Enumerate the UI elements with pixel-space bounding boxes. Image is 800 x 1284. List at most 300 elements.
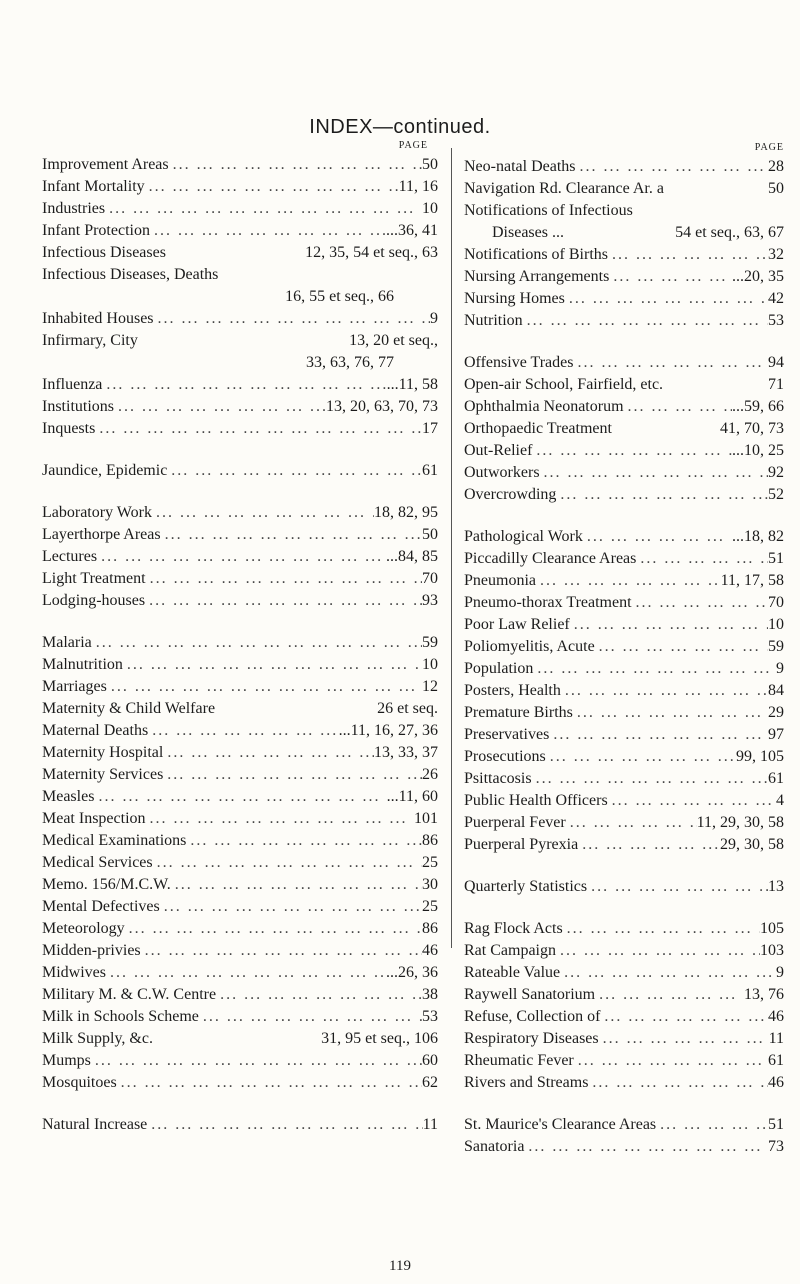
index-page-refs: 9	[776, 660, 784, 677]
index-page-refs: 25	[422, 854, 438, 871]
index-entry	[42, 830, 438, 852]
index-term: Meat Inspection	[42, 810, 146, 827]
index-page-refs: 11, 17, 58	[720, 572, 784, 589]
index-term: Rag Flock Acts	[464, 920, 563, 937]
index-entry	[464, 440, 784, 462]
index-term: Piccadilly Clearance Areas	[464, 550, 637, 567]
index-entry	[464, 352, 784, 374]
page-column-label: PAGE	[398, 140, 428, 151]
index-entry	[42, 654, 438, 676]
leader-dots	[146, 808, 414, 830]
index-page-refs: ...11, 58	[386, 376, 438, 393]
index-term: Layerthorpe Areas	[42, 526, 161, 543]
index-page-refs: 42	[768, 290, 784, 307]
page-number: 119	[389, 1258, 411, 1274]
index-entry	[464, 834, 784, 856]
index-term: Midden-privies	[42, 942, 141, 959]
leader-dots	[556, 940, 760, 962]
index-term: Poor Law Relief	[464, 616, 570, 633]
index-page-refs: 9	[776, 964, 784, 981]
index-term: Pneumo-thorax Treatment	[464, 594, 632, 611]
index-entry	[42, 242, 438, 264]
index-entry	[464, 592, 784, 614]
leader-dots	[632, 592, 768, 614]
index-entry	[464, 724, 784, 746]
index-term: Influenza	[42, 376, 103, 393]
index-term: Psittacosis	[464, 770, 532, 787]
index-page-refs: ...11, 60	[386, 788, 438, 805]
index-term: Milk in Schools Scheme	[42, 1008, 199, 1025]
index-page-refs: 33, 63, 76, 77	[306, 354, 394, 371]
index-page-refs: 12, 35, 54 et seq., 63	[305, 244, 438, 261]
leader-dots	[114, 396, 326, 418]
index-entry	[42, 698, 438, 720]
leader-dots	[161, 524, 422, 546]
leader-dots	[147, 1114, 422, 1136]
leader-dots	[171, 874, 422, 896]
index-entry	[42, 396, 438, 418]
index-term: Jaundice, Epidemic	[42, 462, 168, 479]
leader-dots	[546, 746, 736, 768]
index-page-refs: 11	[422, 1116, 438, 1133]
index-page-refs: 32	[768, 246, 784, 263]
index-entry	[42, 1114, 438, 1136]
index-entry	[464, 768, 784, 790]
index-entry	[464, 484, 784, 506]
index-term: Respiratory Diseases	[464, 1030, 599, 1047]
index-page-refs: 94	[768, 354, 784, 371]
index-page-refs: ...84, 85	[386, 548, 438, 565]
index-entry	[464, 790, 784, 812]
index-entry	[42, 374, 438, 396]
index-page-refs: 60	[422, 1052, 438, 1069]
leader-dots	[97, 546, 386, 568]
index-entry	[464, 984, 784, 1006]
index-page-refs: 41, 70, 73	[720, 420, 784, 437]
leader-dots	[578, 834, 720, 856]
index-page-refs: 61	[768, 1052, 784, 1069]
index-term: Rat Campaign	[464, 942, 556, 959]
index-entry	[42, 590, 438, 612]
index-entry	[42, 1028, 438, 1050]
index-page-refs: ...20, 35	[732, 268, 784, 285]
leader-dots	[595, 984, 744, 1006]
index-term: Inquests	[42, 420, 96, 437]
index-entry	[42, 502, 438, 524]
index-term: Ophthalmia Neonatorum	[464, 398, 624, 415]
index-entry	[464, 918, 784, 940]
index-entry	[42, 568, 438, 590]
index-term: Orthopaedic Treatment	[464, 420, 612, 437]
index-term: Laboratory Work	[42, 504, 152, 521]
section-gap	[464, 332, 784, 352]
index-term: Maternal Deaths	[42, 722, 149, 739]
index-page-refs: 62	[422, 1074, 438, 1091]
index-term: Overcrowding	[464, 486, 557, 503]
index-page-refs: 13	[768, 878, 784, 895]
leader-dots	[570, 614, 768, 636]
index-entry	[464, 1050, 784, 1072]
leader-dots	[636, 548, 768, 570]
index-entry	[42, 676, 438, 698]
index-term: Offensive Trades	[464, 354, 574, 371]
leader-dots	[169, 154, 422, 176]
leader-dots	[148, 720, 338, 742]
leader-dots	[117, 1072, 422, 1094]
index-entry	[464, 374, 784, 396]
index-entry	[42, 176, 438, 198]
index-page-refs: 97	[768, 726, 784, 743]
index-page-refs: ...11, 16, 27, 36	[338, 722, 438, 739]
index-page-refs: 10	[768, 616, 784, 633]
leader-dots	[576, 156, 768, 178]
index-term: Military M. & C.W. Centre	[42, 986, 217, 1003]
index-term: Inhabited Houses	[42, 310, 154, 327]
section-gap	[464, 1094, 784, 1114]
leader-dots	[152, 502, 374, 524]
index-term: Milk Supply, &c.	[42, 1030, 153, 1047]
index-entry	[42, 786, 438, 808]
index-page-refs: 70	[768, 594, 784, 611]
index-page-refs: 71	[768, 376, 784, 393]
leader-dots	[199, 1006, 422, 1028]
leader-dots	[94, 786, 386, 808]
index-page-refs: 84	[768, 682, 784, 699]
index-page-refs: 50	[422, 526, 438, 543]
index-page-refs: 86	[422, 832, 438, 849]
index-term: Outworkers	[464, 464, 540, 481]
index-entry	[42, 918, 438, 940]
index-page-refs: 50	[768, 180, 784, 197]
index-entry	[464, 266, 784, 288]
index-term: Puerperal Fever	[464, 814, 566, 831]
index-entry	[42, 808, 438, 830]
leader-dots	[141, 940, 422, 962]
leader-dots	[106, 962, 386, 984]
index-page-refs: 17	[422, 420, 438, 437]
index-entry	[464, 614, 784, 636]
index-page-refs: 59	[422, 634, 438, 651]
index-term: Premature Births	[464, 704, 573, 721]
index-page-refs: 12	[422, 678, 438, 695]
index-page-refs: 51	[768, 1116, 784, 1133]
index-entry	[464, 812, 784, 834]
index-term: Improvement Areas	[42, 156, 169, 173]
index-entry	[464, 570, 784, 592]
leader-dots	[107, 676, 422, 698]
index-term: Meteorology	[42, 920, 125, 937]
index-page-refs: ...10, 25	[732, 442, 784, 459]
index-term: Mental Defectives	[42, 898, 160, 915]
index-page-refs: 18, 82, 95	[374, 504, 438, 521]
leader-dots	[549, 724, 768, 746]
index-page-refs: 105	[760, 920, 784, 937]
index-entry	[464, 178, 784, 200]
leader-dots	[125, 918, 422, 940]
index-entry-continuation	[42, 352, 438, 374]
index-entry	[464, 962, 784, 984]
index-entry	[464, 418, 784, 440]
index-entry	[42, 720, 438, 742]
index-term: Population	[464, 660, 534, 677]
index-entry	[464, 1072, 784, 1094]
leader-dots	[524, 1136, 768, 1158]
index-entry	[464, 222, 784, 244]
index-entry	[42, 524, 438, 546]
index-page-refs: 10	[422, 200, 438, 217]
index-page-refs: ...36, 41	[386, 222, 438, 239]
index-term: Nutrition	[464, 312, 523, 329]
leader-dots	[123, 654, 422, 676]
index-term: Notifications of Infectious	[464, 202, 633, 219]
index-term: Nursing Homes	[464, 290, 565, 307]
section-gap	[464, 898, 784, 918]
leader-dots	[556, 484, 768, 506]
index-page-refs: 28	[768, 158, 784, 175]
index-entries-left	[42, 154, 438, 1136]
index-page-refs: 73	[768, 1138, 784, 1155]
index-entry	[464, 526, 784, 548]
index-entry	[42, 1006, 438, 1028]
index-page-refs: 51	[768, 550, 784, 567]
index-page-refs: 29, 30, 58	[720, 836, 784, 853]
leader-dots	[186, 830, 422, 852]
index-term: Marriages	[42, 678, 107, 695]
index-term: Rateable Value	[464, 964, 561, 981]
index-term: Memo. 156/M.C.W.	[42, 876, 171, 893]
index-entry	[42, 874, 438, 896]
index-page-refs: 4	[776, 792, 784, 809]
leader-dots	[216, 984, 422, 1006]
section-gap	[42, 440, 438, 460]
index-term: Rivers and Streams	[464, 1074, 589, 1091]
index-term: Refuse, Collection of	[464, 1008, 601, 1025]
index-page-refs: 11, 29, 30, 58	[696, 814, 784, 831]
leader-dots	[523, 310, 768, 332]
index-entry	[464, 288, 784, 310]
leader-dots	[153, 852, 422, 874]
index-page-refs: ...18, 82	[732, 528, 784, 545]
index-term: Pneumonia	[464, 572, 536, 589]
index-entries-right	[464, 156, 784, 1158]
section-gap	[464, 856, 784, 876]
index-entry	[464, 680, 784, 702]
index-entry	[42, 418, 438, 440]
leader-dots	[163, 742, 374, 764]
index-entry	[42, 940, 438, 962]
index-entry	[464, 746, 784, 768]
index-entry	[464, 658, 784, 680]
index-term: Posters, Health	[464, 682, 561, 699]
index-page-refs: 16, 55 et seq., 66	[285, 288, 394, 305]
index-entry	[42, 1072, 438, 1094]
index-entry	[464, 396, 784, 418]
index-entry	[464, 200, 784, 222]
index-term: Midwives	[42, 964, 106, 981]
index-term: Raywell Sanatorium	[464, 986, 596, 1003]
index-entry	[464, 876, 784, 898]
section-gap	[464, 506, 784, 526]
index-term: Navigation Rd. Clearance Ar. a	[464, 180, 664, 197]
leader-dots	[600, 1006, 768, 1028]
leader-dots	[532, 440, 732, 462]
index-term: Nursing Arrangements	[464, 268, 610, 285]
index-page-refs: 50	[422, 156, 438, 173]
index-entry	[464, 310, 784, 332]
leader-dots	[588, 1072, 768, 1094]
leader-dots	[91, 1050, 422, 1072]
index-page-refs: 61	[768, 770, 784, 787]
leader-dots	[624, 396, 732, 418]
index-page-refs: 31, 95 et seq., 106	[321, 1030, 438, 1047]
index-term: Light Treatment	[42, 570, 146, 587]
index-entry	[464, 1136, 784, 1158]
leader-dots	[563, 918, 760, 940]
index-term: Infectious Diseases	[42, 244, 166, 261]
index-term: Mosquitoes	[42, 1074, 117, 1091]
index-term: Medical Examinations	[42, 832, 187, 849]
leader-dots	[102, 374, 386, 396]
index-page-refs: 9	[430, 310, 438, 327]
index-page-refs: 54 et seq., 63, 67	[675, 224, 784, 241]
index-page-refs: 101	[414, 810, 438, 827]
leader-dots	[609, 266, 732, 288]
index-term: Notifications of Births	[464, 246, 608, 263]
leader-dots	[574, 1050, 768, 1072]
index-page-refs: 46	[422, 942, 438, 959]
index-page-refs: 25	[422, 898, 438, 915]
leader-dots	[566, 812, 697, 834]
leader-dots	[150, 220, 386, 242]
index-entry	[42, 546, 438, 568]
index-term: Rheumatic Fever	[464, 1052, 574, 1069]
index-entry	[464, 548, 784, 570]
leader-dots	[154, 308, 430, 330]
index-term: Measles	[42, 788, 95, 805]
index-term: Infirmary, City	[42, 332, 138, 349]
leader-dots	[533, 658, 776, 680]
index-page-refs: 26	[422, 766, 438, 783]
index-term: Lectures	[42, 548, 98, 565]
index-entry	[464, 244, 784, 266]
index-page-refs: 13, 33, 37	[374, 744, 438, 761]
leader-dots	[565, 288, 768, 310]
index-page-refs: 38	[422, 986, 438, 1003]
index-entry	[42, 852, 438, 874]
index-term: Sanatoria	[464, 1138, 525, 1155]
index-term: Prosecutions	[464, 748, 546, 765]
leader-dots	[540, 462, 768, 484]
index-entry	[464, 940, 784, 962]
index-term: Puerperal Pyrexia	[464, 836, 579, 853]
index-page-refs: 53	[768, 312, 784, 329]
index-term: Maternity Hospital	[42, 744, 164, 761]
index-column-right	[464, 140, 784, 1158]
index-term: Neo-natal Deaths	[464, 158, 576, 175]
index-page-refs: ...59, 66	[732, 398, 784, 415]
index-page-refs: ...26, 36	[386, 964, 438, 981]
index-entry	[42, 264, 438, 286]
index-entry	[42, 220, 438, 242]
index-page-refs: 29	[768, 704, 784, 721]
index-term: Mumps	[42, 1052, 91, 1069]
index-term: Medical Services	[42, 854, 153, 871]
index-page-refs: 11, 16	[398, 178, 438, 195]
index-entry	[42, 742, 438, 764]
section-gap	[42, 1094, 438, 1114]
leader-dots	[599, 1028, 769, 1050]
index-page-refs: 30	[422, 876, 438, 893]
leader-dots	[560, 962, 776, 984]
leader-dots	[595, 636, 768, 658]
index-term: Preservatives	[464, 726, 550, 743]
index-term: Malaria	[42, 634, 92, 651]
index-entry	[464, 702, 784, 724]
index-entry	[464, 462, 784, 484]
leader-dots	[608, 790, 776, 812]
index-term: Malnutrition	[42, 656, 123, 673]
index-entry	[42, 632, 438, 654]
index-term: Infant Protection	[42, 222, 150, 239]
index-page-refs: 26 et seq.	[377, 700, 438, 717]
index-term: St. Maurice's Clearance Areas	[464, 1116, 657, 1133]
index-page-refs: 11	[768, 1030, 784, 1047]
leader-dots	[167, 460, 422, 482]
index-entry	[42, 308, 438, 330]
index-term: Lodging-houses	[42, 592, 146, 609]
leader-dots	[95, 418, 422, 440]
index-term: Industries	[42, 200, 106, 217]
index-entry	[464, 1028, 784, 1050]
index-term: Maternity & Child Welfare	[42, 700, 216, 717]
index-page-refs: 10	[422, 656, 438, 673]
index-entry	[464, 1114, 784, 1136]
index-page-refs: 13, 20, 63, 70, 73	[326, 398, 438, 415]
leader-dots	[608, 244, 768, 266]
index-entry	[464, 156, 784, 178]
index-heading: INDEX—continued.	[309, 116, 491, 138]
index-term: Public Health Officers	[464, 792, 608, 809]
index-entry	[42, 330, 438, 352]
index-page-refs: 59	[768, 638, 784, 655]
index-entry	[42, 460, 438, 482]
index-entry	[42, 896, 438, 918]
column-divider	[451, 148, 452, 948]
index-column-left	[42, 140, 438, 1136]
index-page-refs: 86	[422, 920, 438, 937]
index-page-refs: 99, 105	[736, 748, 784, 765]
index-entry-continuation	[42, 286, 438, 308]
leader-dots	[105, 198, 422, 220]
index-entry	[42, 154, 438, 176]
leader-dots	[583, 526, 732, 548]
leader-dots	[573, 352, 768, 374]
index-page-refs: 61	[422, 462, 438, 479]
index-term: Pathological Work	[464, 528, 583, 545]
leader-dots	[656, 1114, 768, 1136]
section-gap	[42, 482, 438, 502]
index-page-refs: 53	[422, 1008, 438, 1025]
index-page-refs: 92	[768, 464, 784, 481]
leader-dots	[145, 590, 422, 612]
index-page-refs: 46	[768, 1008, 784, 1025]
index-term: Institutions	[42, 398, 115, 415]
index-page-refs: 103	[760, 942, 784, 959]
leader-dots	[146, 568, 422, 590]
leader-dots	[573, 702, 768, 724]
index-term: Maternity Services	[42, 766, 164, 783]
index-entry	[464, 1006, 784, 1028]
